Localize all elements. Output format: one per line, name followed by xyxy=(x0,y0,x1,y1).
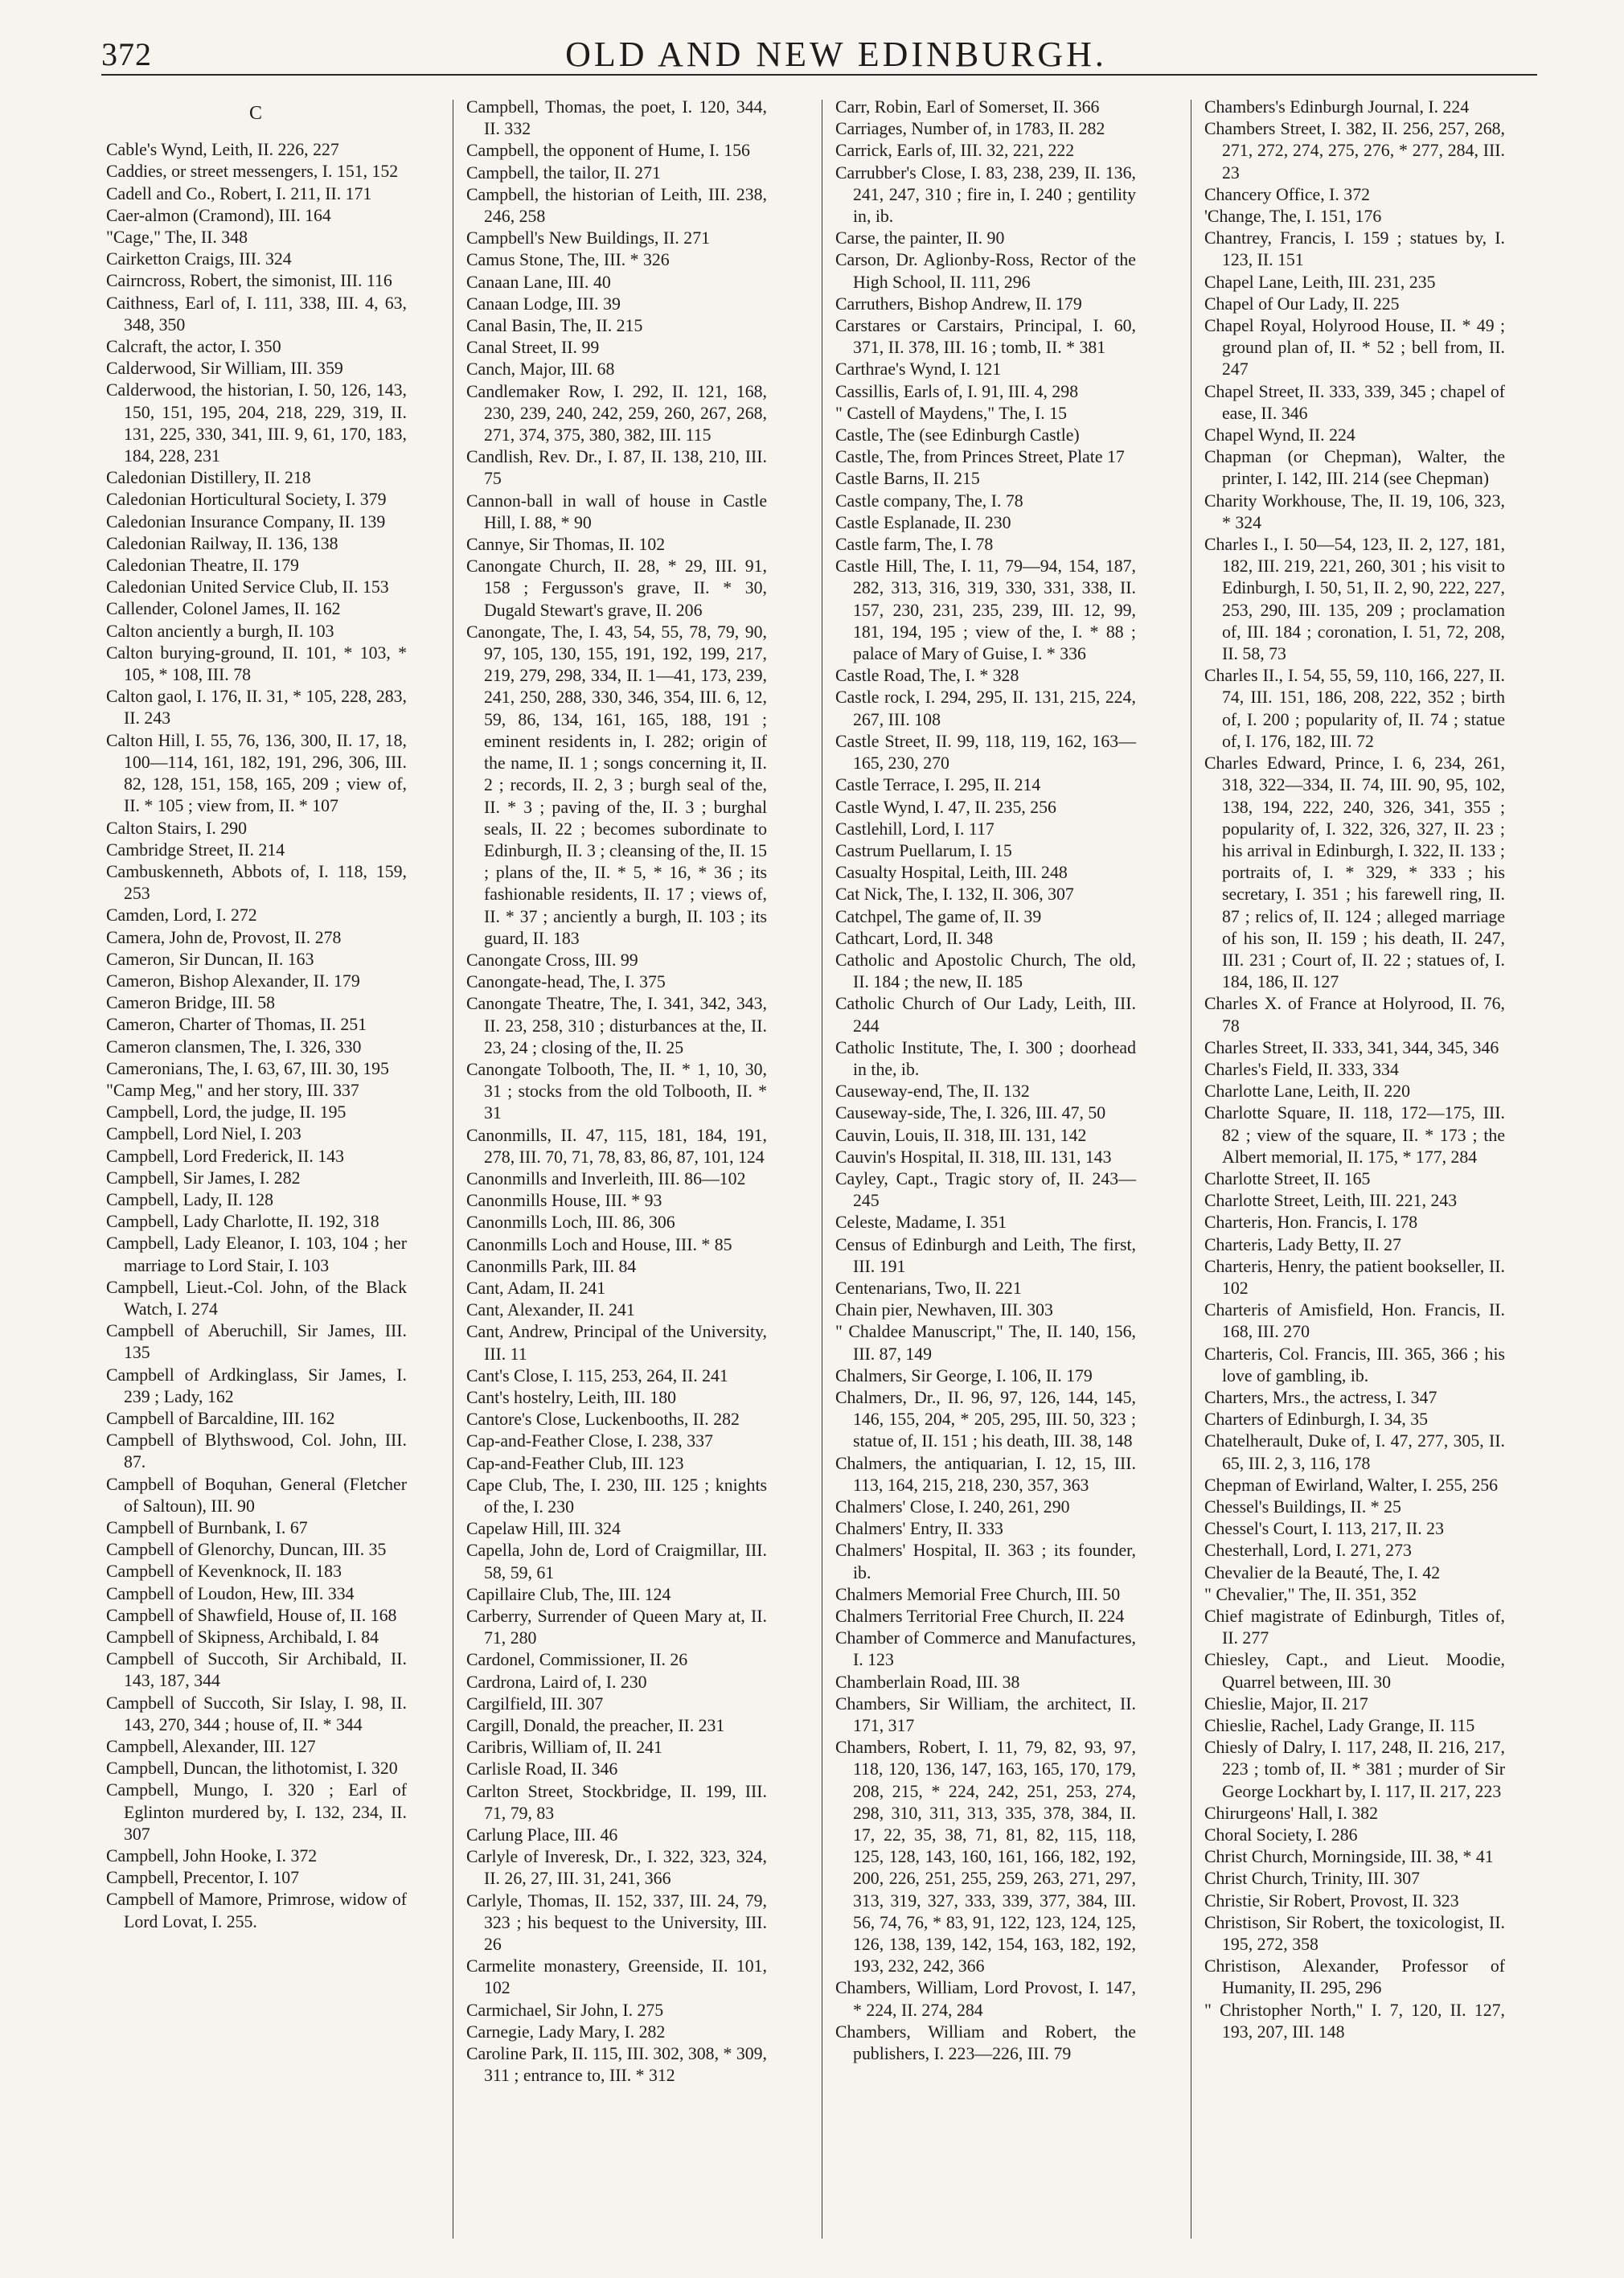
index-entry: Carstares or Carstairs, Principal, I. 60, 371, II. 378, III. 16 ; tomb, II. * 381 xyxy=(835,316,1136,358)
index-entry: Christ Church, Morningside, III. 38, * 41 xyxy=(1204,1847,1494,1867)
index-entry: "Cage," The, II. 348 xyxy=(106,228,248,248)
index-entry: Chambers's Edinburgh Journal, I. 224 xyxy=(1204,97,1470,117)
index-entry: Campbell, Mungo, I. 320 ; Earl of Eglinton murdered by, I. 132, 234, II. 307 xyxy=(106,1780,407,1844)
index-entry: Cambuskenneth, Abbots of, I. 118, 159, 253 xyxy=(106,861,407,904)
index-entry: Charity Workhouse, The, II. 19, 106, 323, * 324 xyxy=(1204,490,1505,532)
index-entry: Capelaw Hill, III. 324 xyxy=(466,1519,621,1539)
index-entry: Christison, Sir Robert, the toxicologist, II. 195, 272, 358 xyxy=(1204,1912,1505,1955)
index-entry: Caledonian Horticultural Society, I. 379 xyxy=(106,490,387,510)
index-entry: Canongate-head, The, I. 375 xyxy=(466,972,666,992)
index-entry: Campbell, Lady, II. 128 xyxy=(106,1189,274,1209)
index-entry: Cable's Wynd, Leith, II. 226, 227 xyxy=(106,140,339,160)
index-entry: Charters of Edinburgh, I. 34, 35 xyxy=(1204,1410,1429,1430)
index-entry: Castle farm, The, I. 78 xyxy=(835,535,994,555)
index-entry: Campbell, Lady Eleanor, I. 103, 104 ; her marriage to Lord Stair, I. 103 xyxy=(106,1233,407,1275)
index-entry: Campbell, the opponent of Hume, I. 156 xyxy=(466,141,750,161)
index-entry: Cant's Close, I. 115, 253, 264, II. 241 xyxy=(466,1365,728,1385)
index-entry: Castlehill, Lord, I. 117 xyxy=(835,819,994,839)
index-entry: Campbell of Loudon, Hew, III. 334 xyxy=(106,1583,355,1603)
index-entry: Campbell, the tailor, II. 271 xyxy=(466,162,661,183)
index-entry: Calderwood, the historian, I. 50, 126, 143, 150, 151, 195, 204, 218, 229, 319, II. 131, 225, 330, 341, III. 9, 61, 170, 183, 184, 228, 231 xyxy=(106,380,407,466)
index-entry: Campbell, Lord, the judge, II. 195 xyxy=(106,1102,347,1123)
index-entry: Carrubber's Close, I. 83, 238, 239, II. 136, 241, 247, 310 ; fire in, I. 240 ; gentility in, ib. xyxy=(835,162,1136,227)
index-entry: Caledonian Insurance Company, II. 139 xyxy=(106,511,386,532)
index-entry: Causeway-end, The, II. 132 xyxy=(835,1082,1030,1102)
index-entry: Chieslie, Major, II. 217 xyxy=(1204,1693,1368,1714)
index-entry: Campbell's New Buildings, II. 271 xyxy=(466,228,711,248)
index-entry: Carnegie, Lady Mary, I. 282 xyxy=(466,2021,666,2042)
index-entry: Chalmers Memorial Free Church, III. 50 xyxy=(835,1584,1121,1604)
index-entry: Canonmills and Inverleith, III. 86—102 xyxy=(466,1168,746,1188)
index-entry: Charles's Field, II. 333, 334 xyxy=(1204,1059,1399,1079)
index-entry: Chesterhall, Lord, I. 271, 273 xyxy=(1204,1541,1412,1561)
index-entry: Carlton Street, Stockbridge, II. 199, III. 71, 79, 83 xyxy=(466,1781,767,1823)
index-entry: Cant, Alexander, II. 241 xyxy=(466,1300,635,1320)
index-entry: Charlotte Street, II. 165 xyxy=(1204,1168,1371,1188)
index-entry: Calton burying-ground, II. 101, * 103, * 105, * 108, III. 78 xyxy=(106,642,407,685)
index-entry: Caledonian Theatre, II. 179 xyxy=(106,556,299,576)
index-entry: Charteris, Lady Betty, II. 27 xyxy=(1204,1234,1401,1254)
index-entry: Caddies, or street messengers, I. 151, 152 xyxy=(106,162,399,182)
index-entry: Castle, The, from Princes Street, Plate 17 xyxy=(835,447,1125,467)
index-entry: Carr, Robin, Earl of Somerset, II. 366 xyxy=(835,97,1100,117)
index-entry: Carlyle of Inveresk, Dr., I. 322, 323, 324, II. 26, 27, III. 31, 241, 366 xyxy=(466,1847,767,1889)
index-entry: Castrum Puellarum, I. 15 xyxy=(835,840,1012,860)
index-entry: Campbell, Thomas, the poet, I. 120, 344, II. 332 xyxy=(466,97,767,139)
index-entry: Carlyle, Thomas, II. 152, 337, III. 24, 79, 323 ; his bequest to the University, III. 26 xyxy=(466,1890,767,1955)
index-entry: Carberry, Surrender of Queen Mary at, II. 71, 280 xyxy=(466,1607,767,1648)
index-entry: Campbell of Boquhan, General (Fletcher of Saltoun), III. 90 xyxy=(106,1474,407,1516)
index-entry: Chambers, Sir William, the architect, II. 171, 317 xyxy=(835,1693,1136,1736)
index-entry: Campbell of Glenorchy, Duncan, III. 35 xyxy=(106,1540,387,1560)
index-entry: Chambers, William, Lord Provost, I. 147, * 224, II. 274, 284 xyxy=(835,1978,1136,2020)
index-entry: Chapel Street, II. 333, 339, 345 ; chapel of ease, II. 346 xyxy=(1204,381,1505,423)
index-entry: " Christopher North," I. 7, 120, II. 127, 193, 207, III. 148 xyxy=(1204,2000,1505,2042)
index-entry: Carlisle Road, II. 346 xyxy=(466,1759,618,1779)
index-entry: Chantrey, Francis, I. 159 ; statues by, I. 123, II. 151 xyxy=(1204,228,1505,270)
index-entry: Campbell, Alexander, III. 127 xyxy=(106,1737,316,1757)
index-entry: Cannye, Sir Thomas, II. 102 xyxy=(466,535,666,555)
index-entry: Campbell, the historian of Leith, III. 238, 246, 258 xyxy=(466,184,767,227)
index-entry: Cayley, Capt., Tragic story of, II. 243—245 xyxy=(835,1168,1136,1211)
index-entry: " Castell of Maydens," The, I. 15 xyxy=(835,403,1067,423)
index-entry: Chapel Lane, Leith, III. 231, 235 xyxy=(1204,272,1436,292)
index-entry: Cauvin's Hospital, II. 318, III. 131, 143 xyxy=(835,1147,1112,1167)
index-entry: Casualty Hospital, Leith, III. 248 xyxy=(835,863,1068,883)
index-entry: Camera, John de, Provost, II. 278 xyxy=(106,927,342,947)
index-entry: Cannon-ball in wall of house in Castle Hill, I. 88, * 90 xyxy=(466,490,767,532)
index-entry: Celeste, Madame, I. 351 xyxy=(835,1213,1007,1233)
index-entry: Chessel's Court, I. 113, 217, II. 23 xyxy=(1204,1519,1444,1539)
index-entry: Candlemaker Row, I. 292, II. 121, 168, 230, 239, 240, 242, 259, 260, 267, 268, 271, 374, 375, 380, 382, III. 115 xyxy=(466,381,767,445)
index-entry: Canch, Major, III. 68 xyxy=(466,359,615,380)
index-entry: Caledonian Railway, II. 136, 138 xyxy=(106,533,338,553)
index-entry: Calcraft, the actor, I. 350 xyxy=(106,337,281,357)
index-entry: Campbell, John Hooke, I. 372 xyxy=(106,1846,318,1866)
index-entry: Christie, Sir Robert, Provost, II. 323 xyxy=(1204,1890,1459,1911)
index-entry: Chapel Wynd, II. 224 xyxy=(1204,425,1355,445)
index-entry: Chapel Royal, Holyrood House, II. * 49 ; ground plan of, II. * 52 ; bell from, II. 247 xyxy=(1204,316,1505,380)
index-entry: Caroline Park, II. 115, III. 302, 308, * 309, 311 ; entrance to, III. * 312 xyxy=(466,2044,767,2086)
running-head: OLD AND NEW EDINBURGH. xyxy=(565,35,1107,74)
index-entry: Charteris of Amisfield, Hon. Francis, II. 168, III. 270 xyxy=(1204,1300,1505,1342)
index-entry: Camden, Lord, I. 272 xyxy=(106,905,257,926)
index-entry: Carson, Dr. Aglionby-Ross, Rector of the High School, II. 111, 296 xyxy=(835,250,1136,292)
index-entry: Camus Stone, The, III. * 326 xyxy=(466,250,670,270)
index-entry: Cant, Andrew, Principal of the University, III. 11 xyxy=(466,1322,767,1364)
index-entry: Castle company, The, I. 78 xyxy=(835,490,1023,511)
index-entry: Charteris, Hon. Francis, I. 178 xyxy=(1204,1213,1418,1233)
index-letter-heading: C xyxy=(248,103,264,124)
index-entry: Catholic Church of Our Lady, Leith, III. 244 xyxy=(835,994,1136,1036)
index-entry: Chieslie, Rachel, Lady Grange, II. 115 xyxy=(1204,1716,1475,1736)
index-entry: Campbell of Aberuchill, Sir James, III. 135 xyxy=(106,1321,407,1363)
index-entry: Carmichael, Sir John, I. 275 xyxy=(466,2000,664,2020)
index-entry: Chalmers, Sir George, I. 106, II. 179 xyxy=(835,1365,1093,1385)
index-entry: Campbell of Barcaldine, III. 162 xyxy=(106,1408,335,1428)
index-entry: Choral Society, I. 286 xyxy=(1204,1825,1358,1845)
index-entry: Chepman of Ewirland, Walter, I. 255, 256 xyxy=(1204,1475,1499,1495)
index-entry: Charlotte Street, Leith, III. 221, 243 xyxy=(1204,1191,1458,1211)
index-entry: Chalmers, Dr., II. 96, 97, 126, 144, 145, 146, 155, 204, * 205, 295, III. 50, 323 ; statue of, II. 151 ; his death, III. 38, 148 xyxy=(835,1387,1136,1451)
index-entry: Christison, Alexander, Professor of Humanity, II. 295, 296 xyxy=(1204,1956,1505,1998)
index-entry: Cantore's Close, Luckenbooths, II. 282 xyxy=(466,1410,740,1430)
index-entry: Cameron, Sir Duncan, II. 163 xyxy=(106,949,314,969)
index-entry: Cardrona, Laird of, I. 230 xyxy=(466,1672,647,1692)
page-header xyxy=(0,27,1624,76)
index-entry: Carrick, Earls of, III. 32, 221, 222 xyxy=(835,141,1075,161)
index-entry: Carruthers, Bishop Andrew, II. 179 xyxy=(835,293,1082,314)
index-entry: Centenarians, Two, II. 221 xyxy=(835,1278,1022,1298)
index-entry: Canal Street, II. 99 xyxy=(466,338,600,358)
index-entry: Cap-and-Feather Club, III. 123 xyxy=(466,1453,684,1473)
index-entry: Chapman (or Chepman), Walter, the printer, I. 142, III. 214 (see Chepman) xyxy=(1204,447,1505,489)
index-entry: Chamber of Commerce and Manufactures, I. 123 xyxy=(835,1628,1136,1670)
index-entry: Chapel of Our Lady, II. 225 xyxy=(1204,293,1400,314)
index-entry: Chalmers' Hospital, II. 363 ; its founder, ib. xyxy=(835,1541,1136,1582)
index-entry: Campbell of Kevenknock, II. 183 xyxy=(106,1562,342,1582)
index-entry: Campbell of Shawfield, House of, II. 168 xyxy=(106,1605,397,1625)
index-entry: Callender, Colonel James, II. 162 xyxy=(106,599,341,619)
index-entry: Carthrae's Wynd, I. 121 xyxy=(835,359,1002,380)
index-entry: Charlotte Lane, Leith, II. 220 xyxy=(1204,1082,1411,1102)
index-column-4 xyxy=(1204,96,1505,2043)
index-entry: Chambers Street, I. 382, II. 256, 257, 268, 271, 272, 274, 275, 276, * 277, 284, III. 23 xyxy=(1204,119,1505,183)
index-entry: Castle, The (see Edinburgh Castle) xyxy=(835,425,1080,445)
index-entry: Charters, Mrs., the actress, I. 347 xyxy=(1204,1387,1437,1407)
index-entry: Castle Hill, The, I. 11, 79—94, 154, 187, 282, 313, 316, 319, 330, 331, 338, II. 157, 230, 231, 235, 239, III. 12, 99, 181, 194, 195 ; view of the, I. * 88 ; palace of Mary of Guise, I. * 336 xyxy=(835,556,1136,664)
index-column-3 xyxy=(835,96,1136,2065)
page-number: 372 xyxy=(101,36,152,72)
index-entry: Chirurgeons' Hall, I. 382 xyxy=(1204,1803,1379,1823)
index-entry: Chalmers' Entry, II. 333 xyxy=(835,1519,1003,1539)
index-entry: Chambers, William and Robert, the publishers, I. 223—226, III. 79 xyxy=(835,2021,1136,2064)
index-entry: Campbell, Precentor, I. 107 xyxy=(106,1868,300,1888)
index-entry: Cameronians, The, I. 63, 67, III. 30, 195 xyxy=(106,1058,389,1078)
index-entry: Canaan Lodge, III. 39 xyxy=(466,293,621,314)
index-entry: Chief magistrate of Edinburgh, Titles of, II. 277 xyxy=(1204,1607,1505,1648)
index-entry: Chalmers, the antiquarian, I. 12, 15, III. 113, 164, 215, 218, 230, 357, 363 xyxy=(835,1453,1136,1495)
index-entry: Cant's hostelry, Leith, III. 180 xyxy=(466,1387,676,1407)
index-entry: Campbell of Burnbank, I. 67 xyxy=(106,1518,308,1537)
index-entry: Capella, John de, Lord of Craigmillar, III. 58, 59, 61 xyxy=(466,1541,767,1582)
index-entry: Cargilfield, III. 307 xyxy=(466,1693,604,1714)
index-entry: Charles I., I. 50—54, 123, II. 2, 127, 181, 182, III. 219, 221, 260, 301 ; his visit to Edinburgh, I. 50, 51, II. 2, 90, 222, 227, 253, 290, III. 135, 209 ; proclamation of, III. 184 ; coronation, I. 51, 72, 208, II. 58, 73 xyxy=(1204,535,1505,664)
index-entry: Chatelherault, Duke of, I. 47, 277, 305, II. 65, III. 2, 3, 116, 178 xyxy=(1204,1431,1505,1473)
index-entry: Chessel's Buildings, II. * 25 xyxy=(1204,1497,1401,1517)
index-entry: Calton gaol, I. 176, II. 31, * 105, 228, 283, II. 243 xyxy=(106,687,407,729)
index-entry: Canongate, The, I. 43, 54, 55, 78, 79, 90, 97, 105, 130, 155, 191, 192, 199, 217, 219, 279, 298, 334, II. 1—41, 173, 239, 241, 250, 288, 330, 346, 354, III. 6, 12, 59, 86, 134, 161, 165, 188, 191 ; eminent residents in, I. 282; origin of the name, II. 1 ; songs concerning it, II. 2 ; records, II. 2, 3 ; burgh seal of the, II. * 3 ; paving of the, II. 3 ; burghal seals, II. 22 ; becomes subordinate to Edinburgh, II. 3 ; cleansing of the, II. 15 ; plans of the, II. * 5, * 16, * 36 ; its fashionable residents, II. 17 ; views of, II. * 37 ; anciently a burgh, II. 103 ; its guard, II. 183 xyxy=(466,622,767,948)
index-entry: Christ Church, Trinity, III. 307 xyxy=(1204,1869,1421,1889)
index-entry: Canaan Lane, III. 40 xyxy=(466,272,611,292)
index-entry: Cap-and-Feather Close, I. 238, 337 xyxy=(466,1431,713,1451)
index-entry: Calton anciently a burgh, II. 103 xyxy=(106,621,334,641)
index-entry: Chevalier de la Beauté, The, I. 42 xyxy=(1204,1562,1441,1582)
index-entry: Catholic Institute, The, I. 300 ; doorhead in the, ib. xyxy=(835,1037,1136,1079)
header-rule xyxy=(101,74,1537,76)
index-column-2 xyxy=(466,96,767,2087)
index-entry: Catchpel, The game of, II. 39 xyxy=(835,906,1042,926)
index-entry: Calton Stairs, I. 290 xyxy=(106,818,247,838)
index-entry: Canongate Theatre, The, I. 341, 342, 343, II. 23, 258, 310 ; disturbances at the, II. 23, 24 ; closing of the, II. 25 xyxy=(466,994,767,1057)
index-entry: Campbell of Blythswood, Col. John, III. 87. xyxy=(106,1430,407,1472)
index-entry: Charlotte Square, II. 118, 172—175, III. 82 ; view of the square, II. * 173 ; the Albert memorial, II. 175, * 177, 284 xyxy=(1204,1103,1505,1167)
index-entry: Caer-almon (Cramond), III. 164 xyxy=(106,205,331,225)
index-entry: Cargill, Donald, the preacher, II. 231 xyxy=(466,1716,725,1736)
index-entry: Canal Basin, The, II. 215 xyxy=(466,316,643,336)
index-entry: Charles II., I. 54, 55, 59, 110, 166, 227, II. 74, III. 151, 186, 208, 222, 352 ; birth of, I. 200 ; popularity of, II. 74 ; statue of, I. 176, 182, III. 72 xyxy=(1204,666,1505,751)
index-entry: Caledonian Distillery, II. 218 xyxy=(106,468,311,488)
index-entry: Campbell of Succoth, Sir Archibald, II. 143, 187, 344 xyxy=(106,1649,407,1691)
index-entry: Cape Club, The, I. 230, III. 125 ; knights of the, I. 230 xyxy=(466,1475,767,1517)
index-entry: Campbell of Ardkinglass, Sir James, I. 239 ; Lady, 162 xyxy=(106,1365,407,1406)
index-entry: Caledonian United Service Club, II. 153 xyxy=(106,577,389,597)
index-entry: Cathcart, Lord, II. 348 xyxy=(835,928,994,948)
index-entry: Canonmills Park, III. 84 xyxy=(466,1256,637,1276)
index-entry: Cauvin, Louis, II. 318, III. 131, 142 xyxy=(835,1125,1087,1145)
index-entry: Canonmills House, III. * 93 xyxy=(466,1191,662,1211)
index-entry: Census of Edinburgh and Leith, The first, III. 191 xyxy=(835,1234,1136,1276)
index-entry: Causeway-side, The, I. 326, III. 47, 50 xyxy=(835,1103,1106,1123)
index-entry: Cameron Bridge, III. 58 xyxy=(106,993,276,1013)
index-entry: Charteris, Col. Francis, III. 365, 366 ; his love of gambling, ib. xyxy=(1204,1344,1505,1385)
index-entry: Carlung Place, III. 46 xyxy=(466,1825,618,1845)
index-entry: Chalmers Territorial Free Church, II. 224 xyxy=(835,1607,1125,1627)
index-entry: Campbell, Lieut.-Col. John, of the Black Watch, I. 274 xyxy=(106,1277,407,1319)
index-entry: Chiesly of Dalry, I. 117, 248, II. 216, 217, 223 ; tomb of, II. * 381 ; murder of Sir George Lockhart by, I. 117, II. 217, 223 xyxy=(1204,1738,1505,1801)
index-entry: Cardonel, Commissioner, II. 26 xyxy=(466,1650,688,1670)
index-entry: Canongate Cross, III. 99 xyxy=(466,950,638,970)
index-entry: Chancery Office, I. 372 xyxy=(1204,184,1370,204)
index-entry: Charteris, Henry, the patient bookseller, II. 102 xyxy=(1204,1256,1505,1298)
index-entry: Charles Edward, Prince, I. 6, 234, 261, 318, 322—334, II. 74, III. 90, 95, 102, 138, 194, 222, 240, 326, 341, 355 ; popularity of, I. 322, 326, 327, II. 23 ; his arrival in Edinburgh, I. 322, II. 133 ; portraits of, I. * 329, * 333 ; his secretary, I. 351 ; his farewell ring, II. 87 ; relics of, II. 124 ; alleged marriage of his son, II. 159 ; his death, II. 247, III. 231 ; Court of, II. 22 ; statues of, I. 184, 186, II. 127 xyxy=(1204,753,1505,992)
index-entry: Canonmills, II. 47, 115, 181, 184, 191, 278, III. 70, 71, 78, 83, 86, 87, 101, 124 xyxy=(466,1125,767,1167)
index-entry: Charles X. of France at Holyrood, II. 76, 78 xyxy=(1204,994,1505,1036)
index-entry: Cairncross, Robert, the simonist, III. 116 xyxy=(106,271,392,291)
index-entry: Campbell, Lord Frederick, II. 143 xyxy=(106,1146,344,1166)
index-entry: Campbell of Skipness, Archibald, I. 84 xyxy=(106,1627,379,1648)
index-entry: Carriages, Number of, in 1783, II. 282 xyxy=(835,119,1105,139)
index-column-1 xyxy=(106,96,407,1933)
index-entry: Calderwood, Sir William, III. 359 xyxy=(106,359,343,379)
index-entry: "Camp Meg," and her story, III. 337 xyxy=(106,1080,359,1100)
index-entry: Carse, the painter, II. 90 xyxy=(835,228,1005,248)
index-entry: Chamberlain Road, III. 38 xyxy=(835,1672,1020,1692)
index-entry: Castle Barns, II. 215 xyxy=(835,469,980,489)
index-entry: Cassillis, Earls of, I. 91, III. 4, 298 xyxy=(835,381,1079,401)
index-entry: Candlish, Rev. Dr., I. 87, II. 138, 210, III. 75 xyxy=(466,447,767,489)
index-entry: Castle Street, II. 99, 118, 119, 162, 163—165, 230, 270 xyxy=(835,731,1136,774)
index-entry: 'Change, The, I. 151, 176 xyxy=(1204,207,1382,227)
index-entry: Castle Road, The, I. * 328 xyxy=(835,666,1019,686)
index-entry: Cairketton Craigs, III. 324 xyxy=(106,249,292,269)
index-entry: Cat Nick, The, I. 132, II. 306, 307 xyxy=(835,885,1074,905)
index-entry: " Chaldee Manuscript," The, II. 140, 156, III. 87, 149 xyxy=(835,1322,1136,1364)
index-entry: Chambers, Robert, I. 11, 79, 82, 93, 97, 118, 120, 136, 147, 163, 165, 170, 179, 208, 215, * 224, 242, 251, 253, 274, 298, 310, 311, 313, 335, 378, 384, II. 17, 22, 35, 38, 71, 81, 82, 115, 118, 125, 128, 143, 160, 161, 166, 182, 192, 200, 226, 251, 255, 259, 263, 271, 297, 313, 319, 327, 333, 339, 377, 384, III. 56, 74, 76, * 83, 91, 122, 123, 124, 125, 126, 138, 139, 142, 154, 163, 182, 192, 193, 232, 242, 366 xyxy=(835,1738,1136,1976)
index-entry: Campbell, Duncan, the lithotomist, I. 320 xyxy=(106,1759,398,1779)
index-entry: Campbell, Lady Charlotte, II. 192, 318 xyxy=(106,1212,379,1232)
index-entry: Cameron, Bishop Alexander, II. 179 xyxy=(106,971,360,991)
index-entry: Canongate Tolbooth, The, II. * 1, 10, 30, 31 ; stocks from the old Tolbooth, II. * 31 xyxy=(466,1059,767,1123)
index-entry: Calton Hill, I. 55, 76, 136, 300, II. 17, 18, 100—114, 161, 182, 191, 296, 306, III. 82, 128, 151, 158, 165, 209 ; view of, II. * 105 ; view from, II. * 107 xyxy=(106,730,407,816)
index-entry: Cameron, Charter of Thomas, II. 251 xyxy=(106,1015,367,1035)
index-entry: Caithness, Earl of, I. 111, 338, III. 4, 63, 348, 350 xyxy=(106,293,407,335)
index-entry: Campbell of Mamore, Primrose, widow of Lord Lovat, I. 255. xyxy=(106,1890,407,1931)
index-entry: Canonmills Loch and House, III. * 85 xyxy=(466,1234,732,1254)
index-entry: Carmelite monastery, Greenside, II. 101, 102 xyxy=(466,1956,767,1998)
index-entry: Castle Wynd, I. 47, II. 235, 256 xyxy=(835,797,1056,817)
index-entry: Campbell, Sir James, I. 282 xyxy=(106,1168,301,1188)
index-entry: Chain pier, Newhaven, III. 303 xyxy=(835,1300,1053,1320)
index-entry: Chiesley, Capt., and Lieut. Moodie, Quarrel between, III. 30 xyxy=(1204,1650,1505,1692)
index-entry: Castle rock, I. 294, 295, II. 131, 215, 224, 267, III. 108 xyxy=(835,688,1136,729)
index-entry: Canongate Church, II. 28, * 29, III. 91, 158 ; Fergusson's grave, II. * 30, Dugald Stewart's grave, II. 206 xyxy=(466,556,767,620)
index-entry: Capillaire Club, The, III. 124 xyxy=(466,1584,671,1604)
index-entry: Cadell and Co., Robert, I. 211, II. 171 xyxy=(106,183,372,203)
index-entry: Cambridge Street, II. 214 xyxy=(106,839,285,860)
index-entry: " Chevalier," The, II. 351, 352 xyxy=(1204,1584,1417,1604)
index-entry: Cameron clansmen, The, I. 326, 330 xyxy=(106,1036,362,1057)
index-entry: Canonmills Loch, III. 86, 306 xyxy=(466,1213,675,1233)
index-entry: Catholic and Apostolic Church, The old, II. 184 ; the new, II. 185 xyxy=(835,950,1136,992)
index-entry: Cant, Adam, II. 241 xyxy=(466,1278,606,1298)
index-entry: Castle Esplanade, II. 230 xyxy=(835,512,1011,532)
index-entry: Campbell of Succoth, Sir Islay, I. 98, II. 143, 270, 344 ; house of, II. * 344 xyxy=(106,1693,407,1734)
index-entry: Caribris, William of, II. 241 xyxy=(466,1738,662,1758)
index-entry: Charles Street, II. 333, 341, 344, 345, 346 xyxy=(1204,1037,1499,1057)
index-entry: Chalmers' Close, I. 240, 261, 290 xyxy=(835,1497,1070,1517)
index-entry: Castle Terrace, I. 295, II. 214 xyxy=(835,775,1041,795)
index-entry: Campbell, Lord Niel, I. 203 xyxy=(106,1124,301,1144)
